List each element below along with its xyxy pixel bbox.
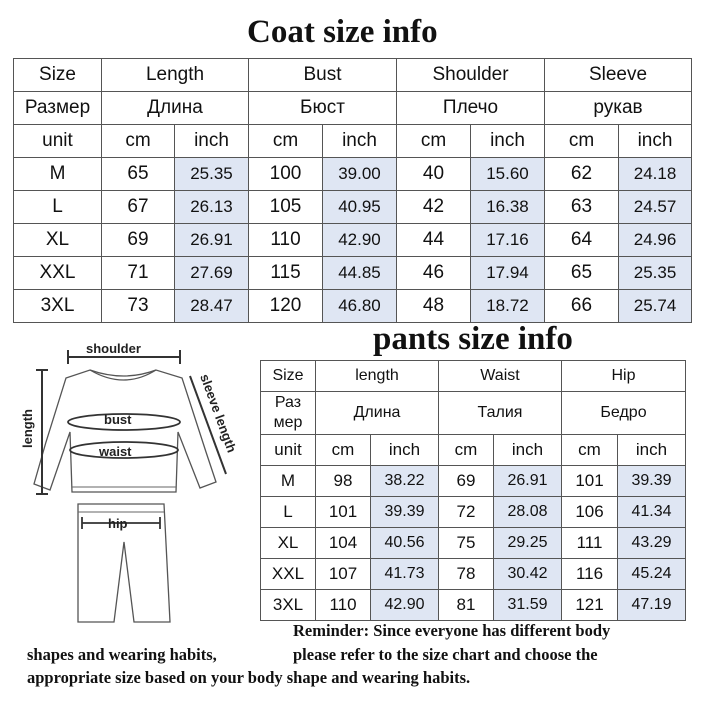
- inch-cell: 25.35: [175, 158, 249, 191]
- size-cell: M: [261, 466, 316, 497]
- inch-cell: 17.94: [471, 257, 545, 290]
- reminder-line-2b: please refer to the size chart and choose the: [293, 645, 598, 664]
- pants-unit-row: [261, 435, 686, 466]
- inch-cell: 26.91: [175, 224, 249, 257]
- ru-size-part: мер: [273, 414, 303, 431]
- cm-cell: 48: [397, 290, 471, 323]
- header-cell: Shoulder: [397, 59, 545, 92]
- unit-cell: cm: [397, 125, 471, 158]
- size-cell: XXL: [14, 257, 102, 290]
- cm-cell: 121: [562, 590, 618, 621]
- size-cell: 3XL: [14, 290, 102, 323]
- table-row: [14, 191, 692, 224]
- inch-cell: 28.08: [494, 497, 562, 528]
- cm-cell: 107: [316, 559, 371, 590]
- cm-cell: 64: [545, 224, 619, 257]
- cm-cell: 110: [249, 224, 323, 257]
- inch-cell: 29.25: [494, 528, 562, 559]
- table-row: [14, 257, 692, 290]
- inch-cell: 47.19: [618, 590, 686, 621]
- coat-outline-icon: [34, 370, 216, 492]
- table-row: [14, 290, 692, 323]
- cm-cell: 63: [545, 191, 619, 224]
- cm-cell: 111: [562, 528, 618, 559]
- inch-cell: 28.47: [175, 290, 249, 323]
- cm-cell: 42: [397, 191, 471, 224]
- inch-cell: 40.95: [323, 191, 397, 224]
- measurement-diagram: [10, 332, 255, 627]
- table-row: [14, 224, 692, 257]
- unit-cell: cm: [562, 435, 618, 466]
- table-row: [261, 497, 686, 528]
- size-cell: XXL: [261, 559, 316, 590]
- inch-cell: 30.42: [494, 559, 562, 590]
- header-cell: Hip: [562, 361, 686, 392]
- unit-cell: cm: [102, 125, 175, 158]
- table-row: [261, 590, 686, 621]
- coat-title: Coat size info: [247, 14, 438, 50]
- cm-cell: 105: [249, 191, 323, 224]
- inch-cell: 26.13: [175, 191, 249, 224]
- reminder-line-1: Reminder: Since everyone has different body: [293, 621, 611, 640]
- unit-cell: inch: [494, 435, 562, 466]
- inch-cell: 39.39: [371, 497, 439, 528]
- header-cell: Size: [261, 361, 316, 392]
- unit-cell: cm: [249, 125, 323, 158]
- unit-cell: inch: [175, 125, 249, 158]
- cm-cell: 115: [249, 257, 323, 290]
- cm-cell: 116: [562, 559, 618, 590]
- cm-cell: 65: [102, 158, 175, 191]
- inch-cell: 24.18: [619, 158, 692, 191]
- cm-cell: 101: [316, 497, 371, 528]
- header-ru-size-cell: [261, 392, 316, 435]
- inch-cell: 25.74: [619, 290, 692, 323]
- header-ru-cell: рукав: [545, 92, 692, 125]
- cm-cell: 81: [439, 590, 494, 621]
- table-row: [14, 158, 692, 191]
- inch-cell: 41.73: [371, 559, 439, 590]
- cm-cell: 44: [397, 224, 471, 257]
- size-cell: L: [14, 191, 102, 224]
- pants-title: pants size info: [373, 321, 573, 357]
- inch-cell: 42.90: [371, 590, 439, 621]
- shoulder-label: shoulder: [86, 341, 141, 356]
- inch-cell: 27.69: [175, 257, 249, 290]
- pants-size-table: [260, 360, 686, 621]
- bust-label: bust: [104, 412, 132, 427]
- header-ru-cell: Длина: [316, 392, 439, 435]
- waist-label: waist: [99, 444, 132, 459]
- header-ru-cell: Бедро: [562, 392, 686, 435]
- cm-cell: 106: [562, 497, 618, 528]
- inch-cell: 24.96: [619, 224, 692, 257]
- cm-cell: 72: [439, 497, 494, 528]
- cm-cell: 40: [397, 158, 471, 191]
- header-cell: length: [316, 361, 439, 392]
- unit-cell: inch: [471, 125, 545, 158]
- cm-cell: 67: [102, 191, 175, 224]
- unit-cell: cm: [316, 435, 371, 466]
- cm-cell: 100: [249, 158, 323, 191]
- inch-cell: 41.34: [618, 497, 686, 528]
- cm-cell: 98: [316, 466, 371, 497]
- inch-cell: 25.35: [619, 257, 692, 290]
- cm-cell: 69: [102, 224, 175, 257]
- size-cell: M: [14, 158, 102, 191]
- inch-cell: 18.72: [471, 290, 545, 323]
- unit-cell: inch: [618, 435, 686, 466]
- cm-cell: 71: [102, 257, 175, 290]
- inch-cell: 42.90: [323, 224, 397, 257]
- inch-cell: 38.22: [371, 466, 439, 497]
- coat-unit-row: [14, 125, 692, 158]
- hip-label: hip: [108, 516, 128, 531]
- header-cell: Sleeve: [545, 59, 692, 92]
- reminder-line-2a: shapes and wearing habits,: [27, 645, 217, 664]
- header-ru-cell: Талия: [439, 392, 562, 435]
- header-cell: Length: [102, 59, 249, 92]
- cm-cell: 73: [102, 290, 175, 323]
- inch-cell: 40.56: [371, 528, 439, 559]
- table-row: [261, 528, 686, 559]
- inch-cell: 31.59: [494, 590, 562, 621]
- unit-cell: cm: [439, 435, 494, 466]
- size-cell: XL: [14, 224, 102, 257]
- cm-cell: 110: [316, 590, 371, 621]
- inch-cell: 39.39: [618, 466, 686, 497]
- unit-cell: unit: [261, 435, 316, 466]
- size-cell: 3XL: [261, 590, 316, 621]
- inch-cell: 26.91: [494, 466, 562, 497]
- coat-header-ru-row: [14, 92, 692, 125]
- inch-cell: 24.57: [619, 191, 692, 224]
- cm-cell: 78: [439, 559, 494, 590]
- inch-cell: 17.16: [471, 224, 545, 257]
- header-ru-cell: Размер: [14, 92, 102, 125]
- cm-cell: 66: [545, 290, 619, 323]
- cm-cell: 65: [545, 257, 619, 290]
- header-ru-cell: Длина: [102, 92, 249, 125]
- unit-cell: inch: [371, 435, 439, 466]
- cm-cell: 120: [249, 290, 323, 323]
- header-cell: Bust: [249, 59, 397, 92]
- inch-cell: 45.24: [618, 559, 686, 590]
- inch-cell: 39.00: [323, 158, 397, 191]
- header-cell: Waist: [439, 361, 562, 392]
- inch-cell: 46.80: [323, 290, 397, 323]
- unit-cell: inch: [323, 125, 397, 158]
- length-label: length: [20, 409, 35, 448]
- inch-cell: 15.60: [471, 158, 545, 191]
- inch-cell: 43.29: [618, 528, 686, 559]
- cm-cell: 62: [545, 158, 619, 191]
- header-cell: Size: [14, 59, 102, 92]
- pants-header-row: [261, 361, 686, 392]
- pants-header-ru-row: [261, 392, 686, 435]
- reminder-line-3: appropriate size based on your body shape and wearing habits.: [27, 668, 471, 687]
- table-row: [261, 466, 686, 497]
- coat-header-row: [14, 59, 692, 92]
- cm-cell: 75: [439, 528, 494, 559]
- unit-cell: cm: [545, 125, 619, 158]
- coat-size-table: [13, 58, 692, 323]
- table-row: [261, 559, 686, 590]
- unit-cell: unit: [14, 125, 102, 158]
- cm-cell: 46: [397, 257, 471, 290]
- collar-icon: [90, 370, 156, 380]
- sleeve-length-label: sleeve length: [197, 371, 240, 455]
- inch-cell: 44.85: [323, 257, 397, 290]
- ru-size-part: Раз: [274, 394, 302, 411]
- size-cell: L: [261, 497, 316, 528]
- header-ru-cell: Плечо: [397, 92, 545, 125]
- inch-cell: 16.38: [471, 191, 545, 224]
- header-ru-cell: Бюст: [249, 92, 397, 125]
- cm-cell: 104: [316, 528, 371, 559]
- unit-cell: inch: [619, 125, 692, 158]
- cm-cell: 69: [439, 466, 494, 497]
- size-cell: XL: [261, 528, 316, 559]
- cm-cell: 101: [562, 466, 618, 497]
